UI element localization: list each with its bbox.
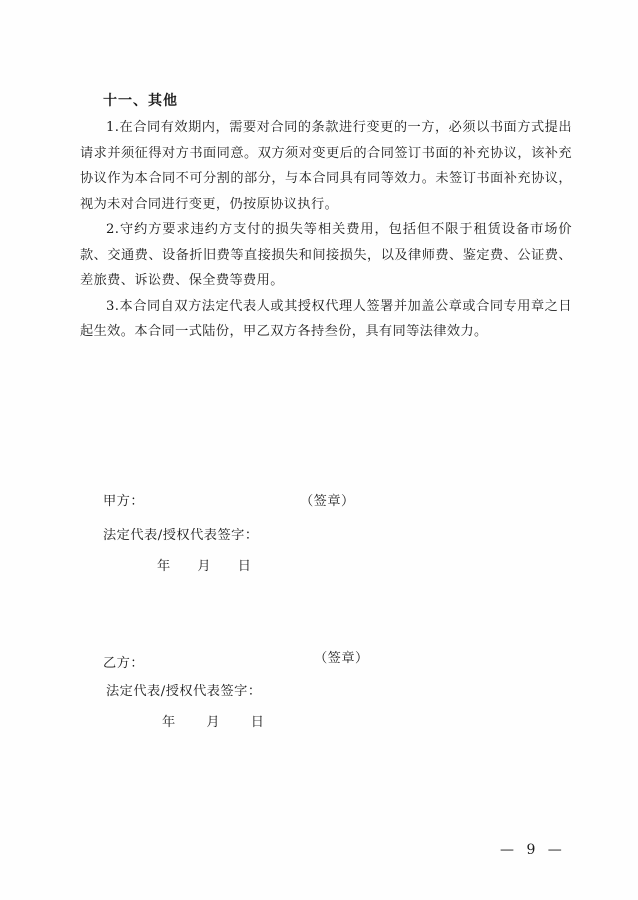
party-b-date-label: 年 月 日: [162, 715, 265, 730]
clause-1: 1.在合同有效期内，需要对合同的条款进行变更的一方，必须以书面方式提出请求并须征得对方书面同意。双方须对变更后的合同签订书面的补充协议，该补充协议作为本合同不可分割的部分，与本合同具有同等效力。未签订书面补充协议，视为未对合同进行变更，仍按原协议执行。: [80, 120, 572, 212]
clause-3: 3.本合同自双方法定代表人或其授权代理人签署并加盖公章或合同专用章之日起生效。本合同一式陆份，甲乙双方各持叁份，具有同等法律效力。: [80, 298, 572, 339]
section-title: 十一、其他: [103, 93, 178, 109]
party-a-date-label: 年 月 日: [157, 559, 252, 574]
page-number: — 9 —: [500, 842, 566, 858]
clause-2: 2.守约方要求违约方支付的损失等相关费用，包括但不限于租赁设备市场价款、交通费、设备折旧费等直接损失和间接损失，以及律师费、鉴定费、公证费、差旅费、诉讼费、保全费等费用。: [80, 222, 572, 288]
party-a-label: 甲方：: [103, 494, 145, 509]
party-b-representative-label: 法定代表/授权代表签字：: [106, 684, 262, 699]
party-a-seal-label: （签章）: [300, 494, 355, 509]
party-a-representative-label: 法定代表/授权代表签字：: [103, 528, 259, 543]
party-b-label: 乙方：: [103, 656, 145, 671]
clause-list: [80, 115, 572, 345]
party-b-seal-label: （签章）: [314, 651, 369, 666]
